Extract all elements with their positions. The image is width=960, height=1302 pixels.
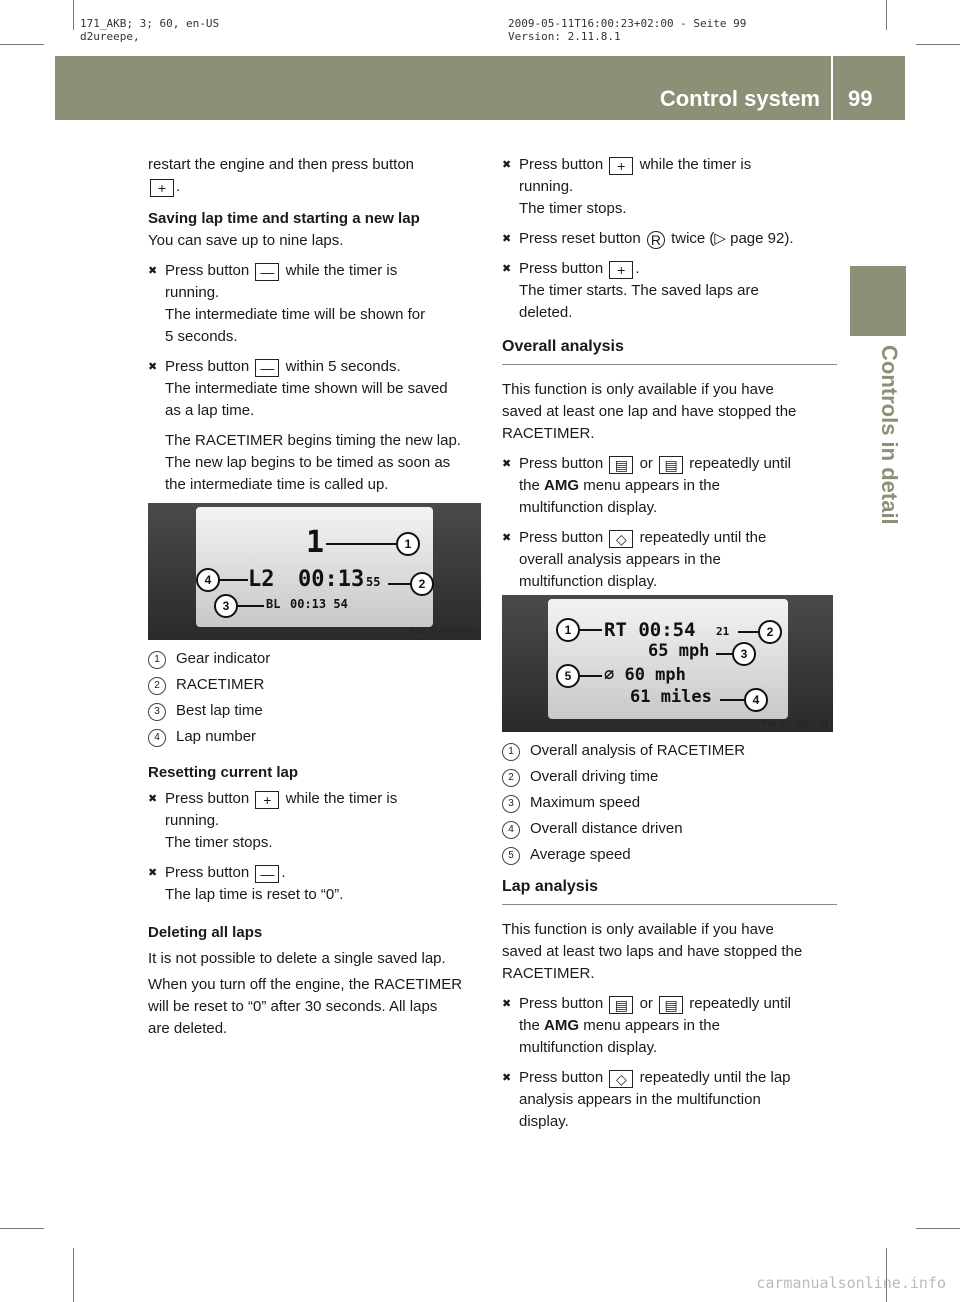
overall-time-hundredths: 21 [716, 625, 730, 638]
callout-4: 4 [196, 568, 220, 592]
legend-item: 3 Maximum speed [502, 792, 837, 814]
meta-line: 171_AKB; 3; 60, en-US [80, 17, 220, 30]
reset-button-icon: R [647, 231, 665, 249]
callout-3: 3 [214, 594, 238, 618]
image-reference: P54.32-6837-31 [761, 719, 829, 728]
steering-left-key-icon: ▤ [609, 456, 633, 474]
plus-key-icon: + [255, 791, 279, 809]
intro-line: + . [148, 176, 483, 198]
step: ✖ Press button — while the timer is running. The intermediate time will be shown for 5 seconds. [148, 260, 483, 348]
heading-reset: Resetting current lap [148, 764, 299, 781]
meta-line: Version: 2.11.8.1 [508, 30, 621, 43]
intro-line: restart the engine and then press button [148, 156, 415, 173]
legend-overall [502, 740, 837, 870]
callout-1: 1 [556, 618, 580, 642]
crop-mark [916, 44, 960, 45]
step: ✖ Press reset button R twice (▷ page 92). [502, 228, 837, 250]
crop-mark [916, 1228, 960, 1229]
crop-mark [886, 0, 887, 30]
paragraph: The RACETIMER begins timing the new lap. The new lap begins to be timed as soon as the intermediate time is called up. [165, 432, 461, 493]
callout-line [580, 675, 602, 677]
heading-lap-analysis: Lap analysis [502, 876, 837, 905]
display-image-overall [502, 595, 833, 732]
crop-mark [73, 1248, 74, 1302]
plus-key-icon: + [609, 261, 633, 279]
step: ✖ Press button — . The lap time is reset to “0”. [148, 862, 483, 906]
meta-top-left [80, 17, 219, 43]
heading-saving: Saving lap time and starting a new lap [148, 210, 420, 227]
left-column-lower [148, 762, 483, 1040]
overall-time: RT 00:54 [604, 619, 696, 641]
max-speed: 65 mph [648, 641, 710, 661]
minus-key-icon: — [255, 263, 279, 281]
up-down-key-icon: ◇ [609, 1070, 633, 1088]
step: ✖ Press button — within 5 seconds. The intermediate time shown will be saved as a lap time. [148, 356, 483, 422]
steering-right-key-icon: ▤ [659, 996, 683, 1014]
best-lap-label: BL [266, 597, 281, 611]
callout-1: 1 [396, 532, 420, 556]
paragraph: When you turn off the engine, the RACETIMER will be reset to “0” after 30 seconds. All laps are deleted. [148, 976, 463, 1037]
paragraph: This function is only available if you have saved at least one lap and have stopped the RACETIMER. [502, 381, 797, 442]
paragraph: You can save up to nine laps. [148, 232, 344, 249]
lap-time: 00:13 [298, 567, 365, 592]
legend-item: 2 RACETIMER [148, 674, 483, 696]
right-column [502, 154, 837, 593]
side-tab-marker [850, 266, 906, 336]
lap-time-hundredths: 55 [366, 575, 381, 589]
legend-item: 2 Overall driving time [502, 766, 837, 788]
callout-line [738, 631, 758, 633]
legend-item: 1 Overall analysis of RACETIMER [502, 740, 837, 762]
minus-key-icon: — [255, 865, 279, 883]
crop-mark [0, 44, 44, 45]
callout-5: 5 [556, 664, 580, 688]
callout-line [218, 579, 248, 581]
meta-top-right [508, 17, 746, 43]
heading-delete: Deleting all laps [148, 924, 263, 941]
step: ✖ Press button + while the timer is running. The timer stops. [148, 788, 483, 854]
steering-right-key-icon: ▤ [659, 456, 683, 474]
legend-item: 1 Gear indicator [148, 648, 483, 670]
paragraph: It is not possible to delete a single saved lap. [148, 950, 446, 967]
image-reference: P54.32-7861-31 [409, 627, 477, 636]
step: ✖ Press button ▤ or ▤ repeatedly until the AMG menu appears in the multifunction display. [502, 993, 837, 1059]
callout-line [720, 699, 744, 701]
up-down-key-icon: ◇ [609, 530, 633, 548]
callout-line [388, 583, 410, 585]
left-column [148, 154, 483, 496]
plus-key-icon: + [150, 179, 174, 197]
lap-number: L2 [248, 567, 275, 592]
paragraph: This function is only available if you have saved at least two laps and have stopped the RACETIMER. [502, 921, 803, 982]
callout-line [326, 543, 396, 545]
crop-mark [0, 1228, 44, 1229]
step: ✖ Press button ▤ or ▤ repeatedly until the AMG menu appears in the multifunction display. [502, 453, 837, 519]
display-image-lap [148, 503, 481, 640]
callout-2: 2 [410, 572, 434, 596]
callout-4: 4 [744, 688, 768, 712]
minus-key-icon: — [255, 359, 279, 377]
average-speed: ∅ 60 mph [604, 665, 686, 685]
distance-driven: 61 miles [630, 687, 712, 707]
step: ✖ Press button + while the timer is running. The timer stops. [502, 154, 837, 220]
callout-2: 2 [758, 620, 782, 644]
page-title: Control system [659, 86, 820, 111]
step: ✖ Press button ◇ repeatedly until the lap analysis appears in the multifunction display. [502, 1067, 837, 1133]
legend-item: 4 Overall distance driven [502, 818, 837, 840]
header-divider [831, 56, 833, 120]
crop-mark [73, 0, 74, 30]
legend-item: 4 Lap number [148, 726, 483, 748]
best-lap-time: 00:13 54 [290, 597, 348, 611]
legend-item: 5 Average speed [502, 844, 837, 866]
step: ✖ Press button ◇ repeatedly until the overall analysis appears in the multifunction display. [502, 527, 837, 593]
watermark-url[interactable]: carmanualsonline.info [756, 1274, 946, 1292]
callout-3: 3 [732, 642, 756, 666]
page-number: 99 [848, 86, 873, 111]
callout-line [238, 605, 264, 607]
callout-line [580, 629, 602, 631]
side-tab-label: Controls in detail [877, 345, 902, 525]
callout-line [716, 653, 732, 655]
meta-line: 2009-05-11T16:00:23+02:00 - Seite 99 [508, 17, 747, 30]
right-column-lower [502, 876, 837, 1133]
step: ✖ Press button + . The timer starts. The saved laps are deleted. [502, 258, 837, 324]
legend-item: 3 Best lap time [148, 700, 483, 722]
legend-lap [148, 648, 483, 752]
plus-key-icon: + [609, 157, 633, 175]
steering-left-key-icon: ▤ [609, 996, 633, 1014]
heading-overall: Overall analysis [502, 336, 837, 365]
meta-line: d2ureepe, [80, 30, 140, 43]
gear-indicator: 1 [306, 525, 325, 560]
